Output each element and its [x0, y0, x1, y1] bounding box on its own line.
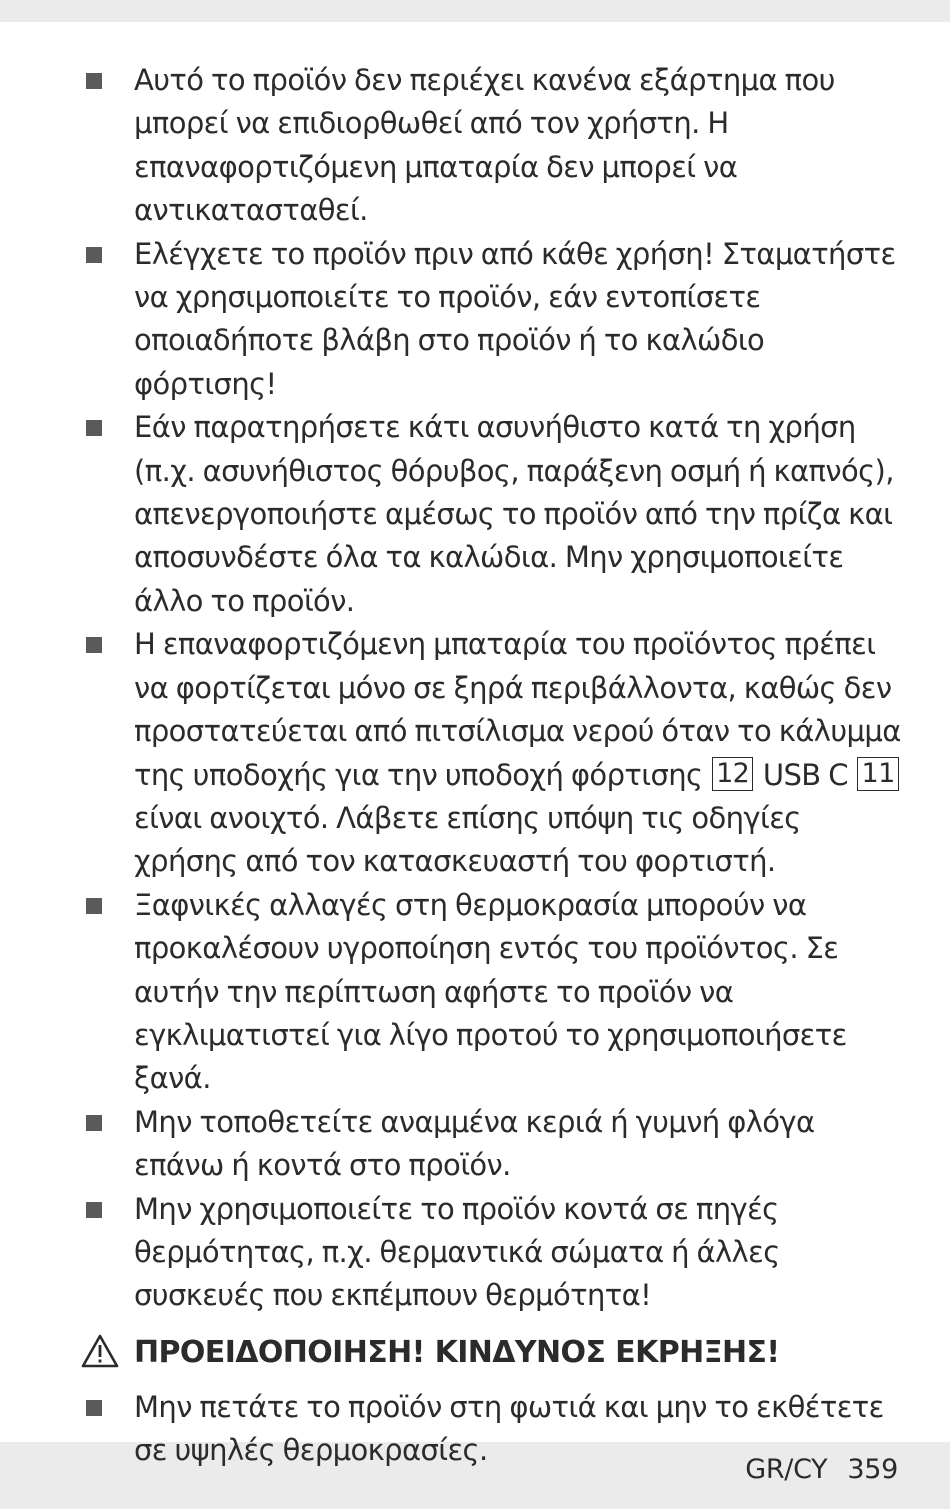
square-bullet-icon	[86, 898, 102, 914]
warning-triangle-icon	[81, 1334, 119, 1368]
list-item	[0, 233, 950, 407]
text-segment: Η επαναφορτιζόμενη μπαταρία του προϊόντος πρέπει να φορτίζεται μόνο σε ξηρά περιβάλλοντα, καθώς δεν προστατεύεται από πιτσίλισμα νερού όταν το κάλυμμα της υποδοχής για την υποδοχή φόρτισης	[134, 627, 901, 792]
safety-instructions	[0, 59, 950, 1473]
list-item	[0, 1101, 950, 1188]
list-item-text: Ελέγχετε το προϊόν πριν από κάθε χρήση! Σταματήστε να χρησιμοποιείτε το προϊόν, εάν εντοπίσετε οποιαδήποτε βλάβη στο προϊόν ή το καλώδιο φόρτισης!	[134, 236, 896, 401]
square-bullet-icon	[86, 247, 102, 263]
region-code: GR/CY	[745, 1454, 828, 1485]
list-item-text: Μην χρησιμοποιείτε το προϊόν κοντά σε πηγές θερμότητας, π.χ. θερμαντικά σώματα ή άλλες συσκευές που εκπέμπουν θερμότητα!	[134, 1191, 780, 1313]
page-number: 359	[847, 1454, 898, 1485]
list-item-text: Αυτό το προϊόν δεν περιέχει κανένα εξάρτημα που μπορεί να επιδιορθωθεί από τον χρήστη. Η επαναφορτιζόμενη μπαταρία δεν μπορεί να αντικατασταθεί.	[134, 63, 835, 228]
list-item-text: Μην τοποθετείτε αναμμένα κεριά ή γυμνή φλόγα επάνω ή κοντά στο προϊόν.	[134, 1104, 815, 1183]
square-bullet-icon	[86, 73, 102, 89]
reference-number-11: 11	[857, 757, 898, 791]
list-item-text	[134, 623, 910, 883]
list-item-text: Ξαφνικές αλλαγές στη θερμοκρασία μπορούν να προκαλέσουν υγροποίηση εντός του προϊόντος. Σε αυτήν την περίπτωση αφήστε το προϊόν να εγκλιματιστεί για λίγο προτού το χρησιμοποιήσετε ξανά.	[134, 887, 847, 1096]
warning-title: ΠΡΟΕΙΔΟΠΟΙΗΣΗ! ΚΙΝΔΥΝΟΣ ΕΚΡΗΞΗΣ!	[134, 1334, 780, 1370]
page-footer	[745, 1452, 898, 1488]
list-item	[0, 59, 950, 233]
square-bullet-icon	[86, 637, 102, 653]
list-item	[0, 1188, 950, 1318]
square-bullet-icon	[86, 420, 102, 436]
square-bullet-icon	[86, 1400, 102, 1416]
text-segment: είναι ανοιχτό. Λάβετε επίσης υπόψη τις οδηγίες χρήσης από τον κατασκευαστή του φορτιστή.	[134, 800, 801, 879]
list-item	[0, 623, 950, 883]
list-item	[0, 884, 950, 1101]
list-item	[0, 406, 950, 623]
square-bullet-icon	[86, 1202, 102, 1218]
list-item-text: Εάν παρατηρήσετε κάτι ασυνήθιστο κατά τη χρήση (π.χ. ασυνήθιστος θόρυβος, παράξενη οσμή ή καπνός), απενεργοποιήστε αμέσως το προϊόν από την πρίζα και αποσυνδέστε όλα τα καλώδια. Μην χρησιμοποιείτε άλλο το προϊόν.	[134, 410, 894, 618]
text-segment: USB C	[762, 757, 848, 792]
reference-number-12: 12	[712, 757, 753, 791]
warning-heading	[0, 1328, 950, 1378]
document-page	[0, 22, 950, 1468]
square-bullet-icon	[86, 1115, 102, 1131]
list-item-text: Μην πετάτε το προϊόν στη φωτιά και μην το εκθέτετε σε υψηλές θερμοκρασίες.	[134, 1389, 884, 1468]
